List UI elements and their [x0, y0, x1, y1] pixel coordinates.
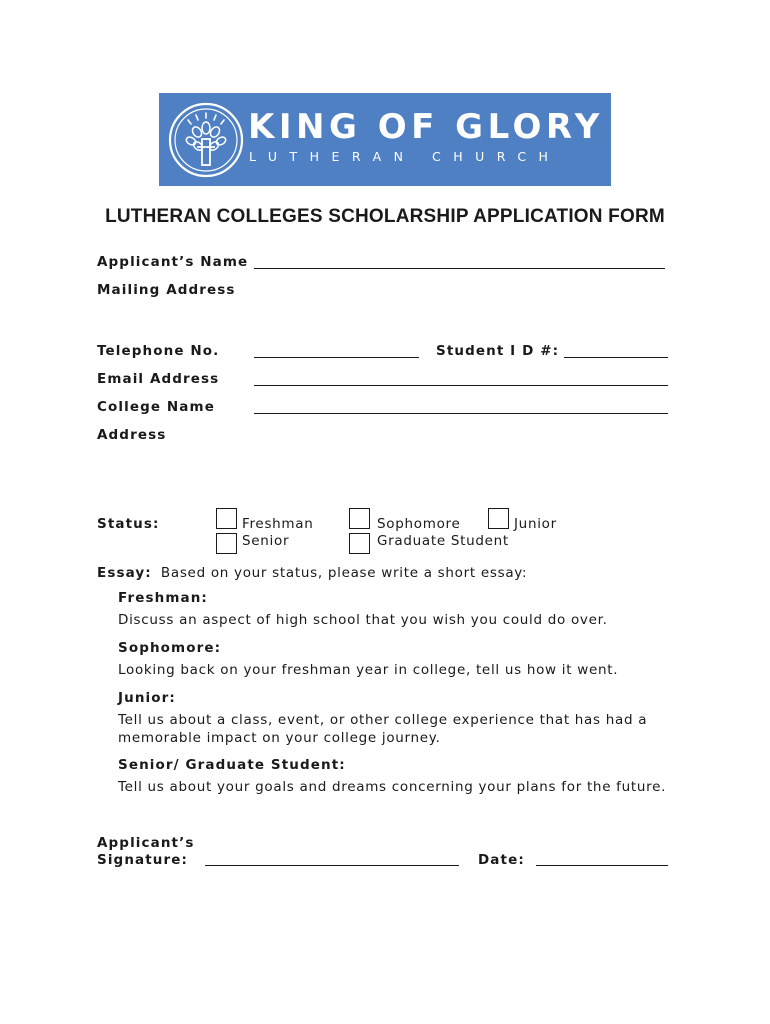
- logo-subtitle: LUTHERAN CHURCH: [249, 149, 561, 164]
- senior-graduate-prompt-text: Tell us about your goals and dreams concerning your plans for the future.: [118, 779, 667, 795]
- address-label: Address: [97, 427, 167, 443]
- applicant-name-field[interactable]: [254, 268, 665, 269]
- status-label: Status:: [97, 516, 160, 532]
- graduate-student-option: Graduate Student: [377, 533, 509, 549]
- email-field[interactable]: [254, 385, 668, 386]
- sophomore-option: Sophomore: [377, 516, 461, 532]
- essay-label: Essay:: [97, 565, 152, 581]
- senior-checkbox[interactable]: [216, 533, 237, 554]
- senior-option: Senior: [242, 533, 290, 549]
- junior-option: Junior: [514, 516, 557, 532]
- senior-graduate-prompt-heading: Senior/ Graduate Student:: [118, 757, 346, 773]
- student-id-field[interactable]: [564, 357, 668, 358]
- applicant-name-label: Applicant’s Name: [97, 254, 249, 270]
- email-label: Email Address: [97, 371, 220, 387]
- tree-emblem-icon: [167, 101, 245, 179]
- freshman-option: Freshman: [242, 516, 314, 532]
- date-field[interactable]: [536, 865, 668, 866]
- telephone-field[interactable]: [254, 357, 419, 358]
- form-title: LUTHERAN COLLEGES SCHOLARSHIP APPLICATION FORM: [105, 206, 665, 227]
- freshman-checkbox[interactable]: [216, 508, 237, 529]
- junior-prompt-heading: Junior:: [118, 690, 176, 706]
- sophomore-prompt-heading: Sophomore:: [118, 640, 222, 656]
- sophomore-prompt-text: Looking back on your freshman year in college, tell us how it went.: [118, 662, 619, 678]
- essay-instructions: [97, 562, 527, 581]
- signature-label-line2: Signature:: [97, 852, 189, 868]
- signature-label-line1: Applicant’s: [97, 835, 195, 851]
- college-name-label: College Name: [97, 399, 215, 415]
- sophomore-checkbox[interactable]: [349, 508, 370, 529]
- signature-field[interactable]: [205, 865, 459, 866]
- church-logo: [159, 93, 611, 186]
- date-label: Date:: [478, 852, 525, 868]
- junior-prompt-text-line1: Tell us about a class, event, or other college experience that has had a: [118, 712, 648, 728]
- freshman-prompt-heading: Freshman:: [118, 590, 208, 606]
- telephone-label: Telephone No.: [97, 343, 220, 359]
- junior-checkbox[interactable]: [488, 508, 509, 529]
- essay-intro: Based on your status, please write a short essay:: [160, 565, 528, 581]
- junior-prompt-text-line2: memorable impact on your college journey.: [118, 730, 441, 746]
- student-id-label: Student I D #:: [436, 343, 560, 359]
- graduate-student-checkbox[interactable]: [349, 533, 370, 554]
- college-name-field[interactable]: [254, 413, 668, 414]
- mailing-address-label: Mailing Address: [97, 282, 236, 298]
- freshman-prompt-text: Discuss an aspect of high school that you wish you could do over.: [118, 612, 608, 628]
- logo-name: KING OF GLORY: [248, 107, 604, 147]
